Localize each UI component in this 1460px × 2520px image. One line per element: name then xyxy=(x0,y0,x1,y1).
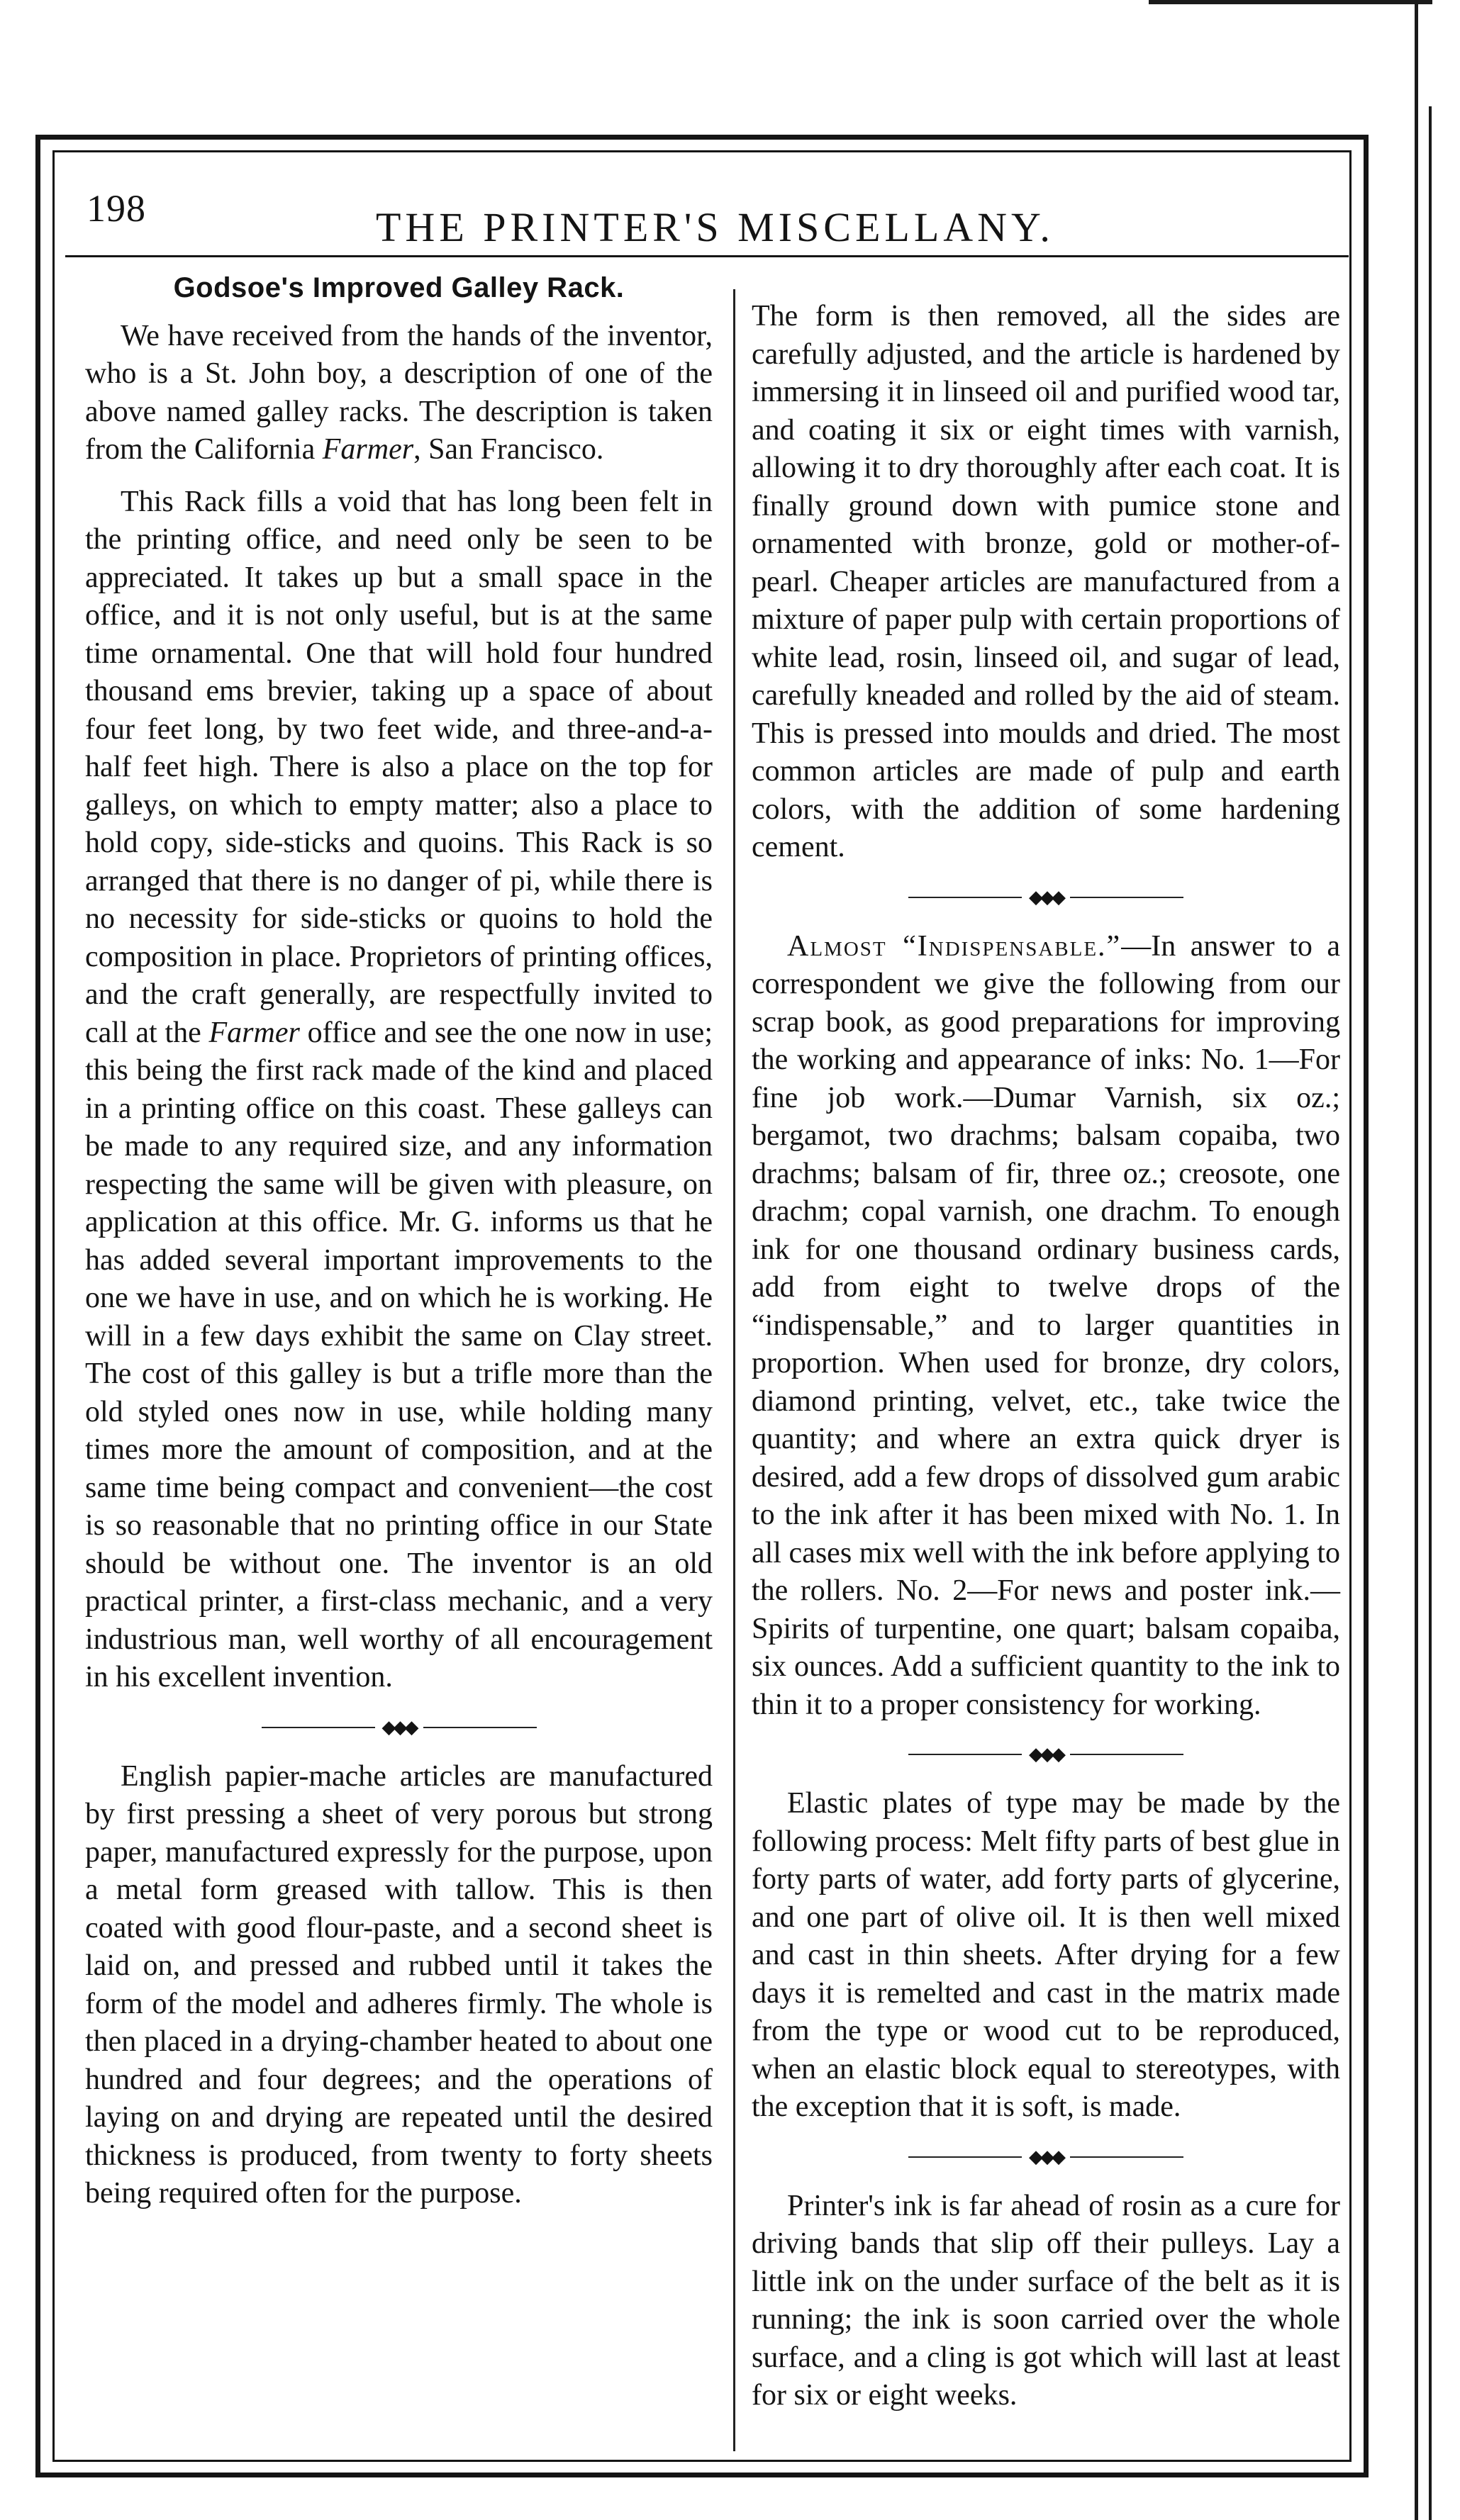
italic-text: Farmer xyxy=(322,433,414,466)
ornament-line xyxy=(423,1727,537,1728)
paragraph-text: office and see the one now in use; this being the first rack made of the kind and placed in a printing office on this coast. These galleys can be made to any required size, and any information respecting the same will be given with pleasure, on application at this office. Mr. G. informs us that he has added several important improvements to the one we have in use, and on which he is working. He will in a few days exhibit the same on Clay street. The cost of this galley is but a trifle more than the old styled ones now in use, while holding many times more the amount of composition, and at the same time being compact and convenient—the cost is so reasonable that no printing office in our State should be without one. The inventor is an old practical printer, a first-class mechanic, and a very industrious man, well worthy of all encouragement in his excellent invention. xyxy=(85,1016,713,1693)
page-edge-rule xyxy=(1429,106,1432,2520)
left-column xyxy=(85,269,713,2213)
section-ornament xyxy=(752,2127,1340,2188)
running-title: THE PRINTER'S MISCELLANY. xyxy=(376,204,1054,250)
paragraph: Printer's ink is far ahead of rosin as a cure for driving bands that slip off their pulleys. Lay a little ink on the under surface of the belt as it is running; the ink is soon carried over the whole surface, and a cling is got which will last at least for six or eight weeks. xyxy=(752,2189,1340,2412)
page-header xyxy=(71,181,1333,259)
page-number: 198 xyxy=(87,187,146,230)
section-ornament xyxy=(752,1724,1340,1785)
ornament-line xyxy=(262,1727,375,1728)
ornament-diamond-icon: ◆◆◆ xyxy=(381,1716,416,1737)
ornament-line xyxy=(908,897,1022,898)
ornament-line xyxy=(1070,1754,1183,1755)
italic-text: Farmer xyxy=(208,1016,300,1049)
paragraph: English papier-mache articles are manufactured by first pressing a sheet of very porous but strong paper, manufactured expressly for the purpose, upon a metal form greased with tallow. This is then coated with good flour-paste, and a second sheet is laid on, and pressed and rubbed until it takes the form of the model and adheres firmly. The whole is then placed in a drying-chamber heated to about one hundred and four degrees; and the operations of laying on and drying are repeated until the desired thickness is produced, from twenty to forty sheets being required often for the purpose. xyxy=(85,1759,713,2210)
paragraph xyxy=(752,928,1340,1725)
ornament-line xyxy=(1070,897,1183,898)
top-edge-rule xyxy=(1149,0,1432,4)
article-title: Godsoe's Improved Galley Rack. xyxy=(173,272,625,303)
paragraph: The form is then removed, all the sides are carefully adjusted, and the article is hardened by immersing it in linseed oil and purified wood tar, and coating it six or eight times with varnish, allowing it to dry thoroughly after each coat. It is finally ground down with pumice stone and ornamented with bronze, gold or mother-of-pearl. Cheaper articles are manufactured from a mixture of paper pulp with certain proportions of white lead, rosin, linseed oil, and sugar of lead, carefully kneaded and rolled by the aid of steam. This is pressed into moulds and dried. The most common articles are made of pulp and earth colors, with the addition of some hardening cement. xyxy=(752,300,1340,863)
right-column xyxy=(752,298,1340,2415)
ornament-diamond-icon: ◆◆◆ xyxy=(1029,886,1063,907)
paragraph xyxy=(85,318,713,469)
paragraph xyxy=(85,483,713,1697)
paragraph-text: We have received from the hands of the inventor, who is a St. John boy, a description of one of the above named galley racks. The description is taken from the California xyxy=(85,319,713,466)
section-ornament xyxy=(85,1697,713,1758)
paragraph-text: This Rack fills a void that has long been felt in the printing office, and need only be seen to be appreciated. It takes up but a small space in the office, and it is not only useful, but is at the same time ornamental. One that will hold four hundred thousand ems brevier, taking up a space of about four feet long, by two feet wide, and three-and-a-half feet high. There is also a place on the top for galleys, on which to empty matter; also a place to hold copy, side-sticks and quoins. This Rack is so arranged that there is no danger of pi, while there is no necessity for side-sticks or quoins to hold the composition in place. Proprietors of printing offices, and the craft generally, are respectfully invited to call at the xyxy=(85,485,713,1049)
ornament-line xyxy=(908,2156,1022,2158)
header-rule xyxy=(65,255,1349,257)
paragraph-text: —In answer to a correspondent we give the following from our scrap book, as good preparations for improving the working and appearance of inks: No. 1—For fine job work.—Dumar Varnish, six oz.; bergamot, two drachms; balsam copaiba, two drachms; balsam of fir, three oz.; creosote, one drachm; copal varnish, one drachm. To enough ink for one thousand ordinary business cards, add from eight to twelve drops of the “indispensable,” and to larger quantities in proportion. When used for bronze, dry colors, diamond printing, velvet, etc., take twice the quantity; and where an extra quick dryer is desired, add a few drops of dissolved gum arabic to the ink after it has been mixed with No. 1. In all cases mix well with the ink before applying to the rollers. No. 2—For news and poster ink.—Spirits of turpentine, one quart; balsam copaiba, six ounces. Add a sufficient quantity to the ink to thin it to a proper consistency for working. xyxy=(752,929,1340,1721)
ornament-line xyxy=(908,1754,1022,1755)
ornament-diamond-icon: ◆◆◆ xyxy=(1029,2146,1063,2167)
section-ornament xyxy=(752,867,1340,928)
ornament-diamond-icon: ◆◆◆ xyxy=(1029,1744,1063,1764)
column-divider xyxy=(733,289,735,2451)
spacer xyxy=(85,469,713,483)
paragraph-text: , San Francisco. xyxy=(413,433,604,466)
paragraph: Elastic plates of type may be made by the following process: Melt fifty parts of best glue in forty parts of water, add forty parts of glycerine, and one part of olive oil. It is then well mixed and cast in thin sheets. After drying for a few days it is remelted and cast in the matrix made from the type or wood cut to be reproduced, when an elastic block equal to stereotypes, with the exception that it is soft, is made. xyxy=(752,1787,1340,2123)
page-edge-rule xyxy=(1415,0,1418,2520)
ornament-line xyxy=(1070,2156,1183,2158)
paragraph-heading: Almost “Indispensable.” xyxy=(787,929,1122,963)
